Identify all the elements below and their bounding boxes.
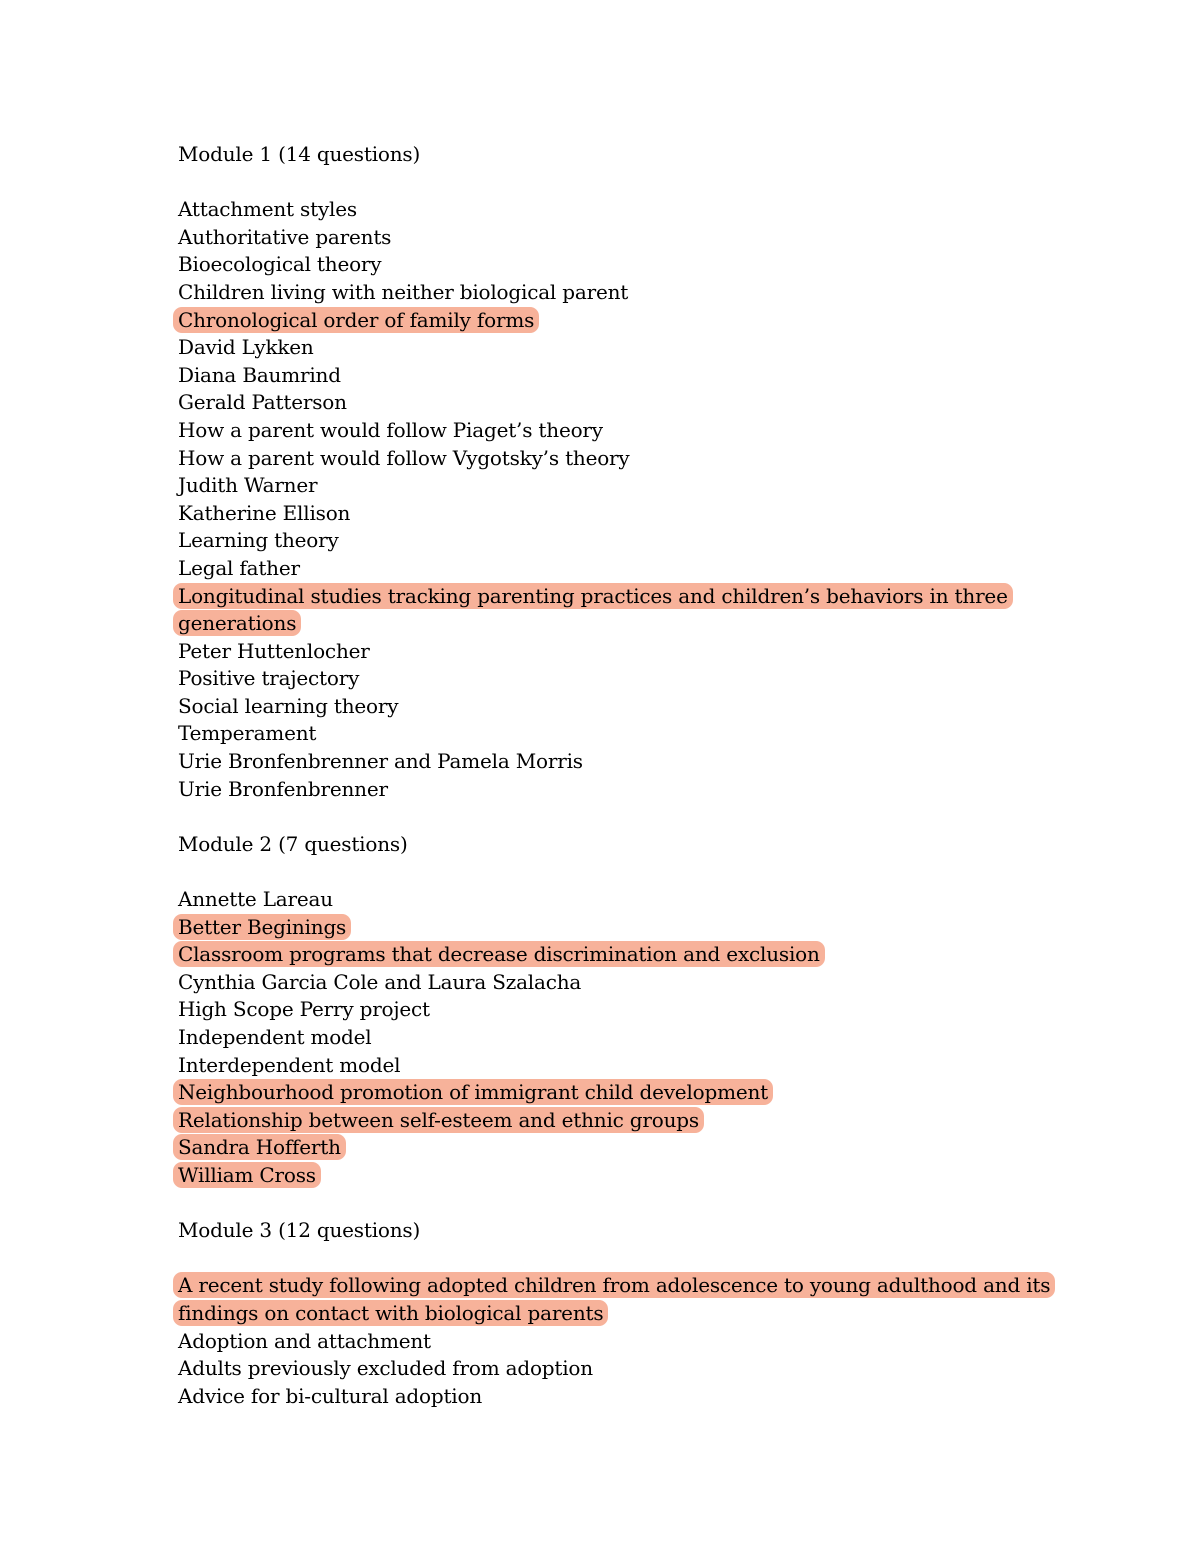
topic-text: Cynthia Garcia Cole and Laura Szalacha <box>178 969 582 994</box>
highlighted-topic <box>178 914 1078 942</box>
topic-text: Annette Lareau <box>178 887 333 912</box>
topic-item <box>178 389 1078 417</box>
topic-item <box>178 251 1078 279</box>
module-heading: Module 1 (14 questions) <box>178 142 421 166</box>
topic-text: A recent study following adopted children from adolescence to young adulthood and its findings on contact with biological parents <box>173 1272 1055 1326</box>
topic-item <box>178 638 1078 666</box>
module-heading: Module 3 (12 questions) <box>178 1218 421 1243</box>
highlighted-topic <box>178 307 1078 335</box>
topic-item <box>178 1052 1078 1080</box>
topic-item <box>178 417 1078 445</box>
topic-text: How a parent would follow Vygotsky’s theory <box>178 445 630 470</box>
blank-line <box>178 1245 1078 1273</box>
topic-item <box>178 1383 1078 1411</box>
topic-text: Positive trajectory <box>178 666 360 691</box>
highlighted-topic <box>178 1107 1078 1135</box>
topic-item <box>178 693 1078 721</box>
topic-text: David Lykken <box>178 335 314 360</box>
topic-text: Social learning theory <box>178 693 399 718</box>
topic-text: William Cross <box>173 1162 321 1188</box>
topic-text: Independent model <box>178 1025 372 1049</box>
topic-text: Learning theory <box>178 528 339 553</box>
topic-item <box>178 886 1078 914</box>
topic-item <box>178 969 1078 997</box>
topic-text: Temperament <box>178 721 317 746</box>
topic-text: Classroom programs that decrease discrimination and exclusion <box>173 941 825 967</box>
topic-item <box>178 1328 1078 1356</box>
topic-text: Peter Huttenlocher <box>178 638 370 663</box>
topic-text: Authoritative parents <box>178 224 392 249</box>
topic-item <box>178 1355 1078 1383</box>
topic-text: Sandra Hofferth <box>173 1134 346 1160</box>
topic-item <box>178 748 1078 776</box>
topic-item <box>178 1024 1078 1052</box>
topic-text: Bioecological theory <box>178 252 382 277</box>
topic-text: Judith Warner <box>178 473 318 498</box>
blank-line <box>178 1190 1078 1218</box>
topic-text: Relationship between self-esteem and ethnic groups <box>173 1107 704 1133</box>
topic-item <box>178 279 1078 307</box>
blank-line <box>178 803 1078 831</box>
highlighted-topic <box>178 1162 1078 1190</box>
topic-item <box>178 224 1078 252</box>
topic-list <box>178 1272 1078 1410</box>
blank-line <box>178 858 1078 886</box>
topic-item <box>178 665 1078 693</box>
topic-item <box>178 334 1078 362</box>
topic-item <box>178 776 1078 804</box>
topic-item <box>178 720 1078 748</box>
topic-text: Longitudinal studies tracking parenting practices and children’s behaviors in three generations <box>173 583 1013 637</box>
blank-line <box>178 169 1078 197</box>
topic-list <box>178 886 1078 1190</box>
topic-item <box>178 472 1078 500</box>
topic-text: Advice for bi-cultural adoption <box>178 1383 483 1408</box>
topic-item <box>178 996 1078 1024</box>
topic-text: Chronological order of family forms <box>173 307 539 333</box>
topic-text: Interdependent model <box>178 1052 401 1077</box>
topic-text: How a parent would follow Piaget’s theory <box>178 417 603 442</box>
topic-list <box>178 196 1078 803</box>
topic-item <box>178 555 1078 583</box>
highlighted-topic <box>178 1272 1078 1327</box>
topic-text: Urie Bronfenbrenner and Pamela Morris <box>178 749 583 774</box>
topic-text: Urie Bronfenbrenner <box>178 776 388 801</box>
topic-text: Children living with neither biological parent <box>178 279 629 304</box>
topic-text: Adoption and attachment <box>178 1328 431 1353</box>
topic-text: Diana Baumrind <box>178 362 341 387</box>
topic-text: Legal father <box>178 555 300 580</box>
topic-text: Better Beginings <box>173 914 351 940</box>
topic-text: Gerald Patterson <box>178 390 347 415</box>
topic-item <box>178 362 1078 390</box>
highlighted-topic <box>178 1079 1078 1107</box>
highlighted-topic <box>178 941 1078 969</box>
topic-item <box>178 527 1078 555</box>
topic-item <box>178 445 1078 473</box>
topic-item <box>178 196 1078 224</box>
highlighted-topic <box>178 1134 1078 1162</box>
topic-text: High Scope Perry project <box>178 997 430 1022</box>
topic-text: Adults previously excluded from adoption <box>178 1356 593 1381</box>
module-heading: Module 2 (7 questions) <box>178 831 408 856</box>
topic-text: Neighbourhood promotion of immigrant child development <box>173 1079 773 1105</box>
topic-text: Attachment styles <box>178 197 357 222</box>
document-content <box>178 141 1078 1410</box>
topic-text: Katherine Ellison <box>178 500 351 525</box>
highlighted-topic <box>178 583 1078 638</box>
topic-item <box>178 500 1078 528</box>
